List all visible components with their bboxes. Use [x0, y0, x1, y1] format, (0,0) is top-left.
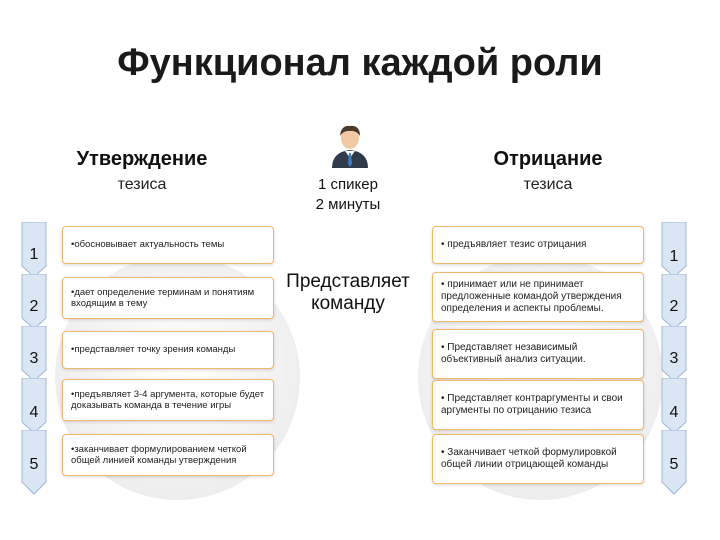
right-item-4 [432, 380, 644, 430]
speaker-icon [328, 122, 372, 168]
left-number-1: 1 [29, 246, 39, 263]
left-item-1-text: •обосновывает актуальность темы [71, 239, 225, 251]
right-item-2-text: • принимает или не принимает предложенные командой утверждения определения и аспекты проблемы. [441, 279, 622, 314]
speaker-duration: 2 минуты [315, 196, 381, 213]
affirmation-subheading: тезиса [117, 176, 167, 193]
left-number-2: 2 [29, 298, 39, 315]
right-item-4-text: • Представляет контраргументы и свои аргументы по отрицанию тезиса [441, 393, 623, 416]
left-item-5-text: •заканчивает формулированием четкой общей линией команды утверждения [71, 443, 247, 466]
affirmation-heading: Утверждение [76, 148, 208, 170]
right-item-3 [432, 329, 644, 379]
negation-subheading: тезиса [523, 176, 573, 193]
left-number-3: 3 [29, 350, 39, 367]
left-item-3 [62, 331, 274, 369]
speaker-count: 1 спикер [318, 176, 378, 193]
left-item-3-text: •представляет точку зрения команды [71, 344, 236, 356]
right-number-4: 4 [669, 404, 679, 421]
right-item-2 [432, 272, 644, 322]
right-item-5-text: • Заканчивает четкой формулировкой общей линии отрицающей команды [441, 447, 617, 470]
represents-team-line2: команду [311, 293, 385, 314]
page-title: Функционал каждой роли [117, 42, 603, 84]
negation-heading: Отрицание [493, 148, 603, 170]
left-item-1 [62, 226, 274, 264]
right-item-5 [432, 434, 644, 484]
left-item-4-text: •предъявляет 3-4 аргумента, которые будет доказывать команда в течение игры [71, 388, 265, 411]
right-item-1-text: • предъявляет тезис отрицания [441, 239, 587, 250]
left-item-4 [62, 379, 274, 421]
right-number-2: 2 [669, 298, 679, 315]
left-item-5 [62, 434, 274, 476]
left-number-4: 4 [29, 404, 39, 421]
right-item-1 [432, 226, 644, 264]
left-item-2 [62, 277, 274, 319]
right-number-3: 3 [669, 350, 679, 367]
right-number-1: 1 [669, 248, 679, 265]
represents-team-line1: Представляет [286, 271, 410, 292]
left-number-5: 5 [29, 456, 39, 473]
right-item-3-text: • Представляет независимый объективный анализ ситуации. [441, 342, 586, 365]
left-item-2-text: •дает определение терминам и понятиям входящим в тему [71, 286, 255, 309]
right-number-5: 5 [669, 456, 679, 473]
